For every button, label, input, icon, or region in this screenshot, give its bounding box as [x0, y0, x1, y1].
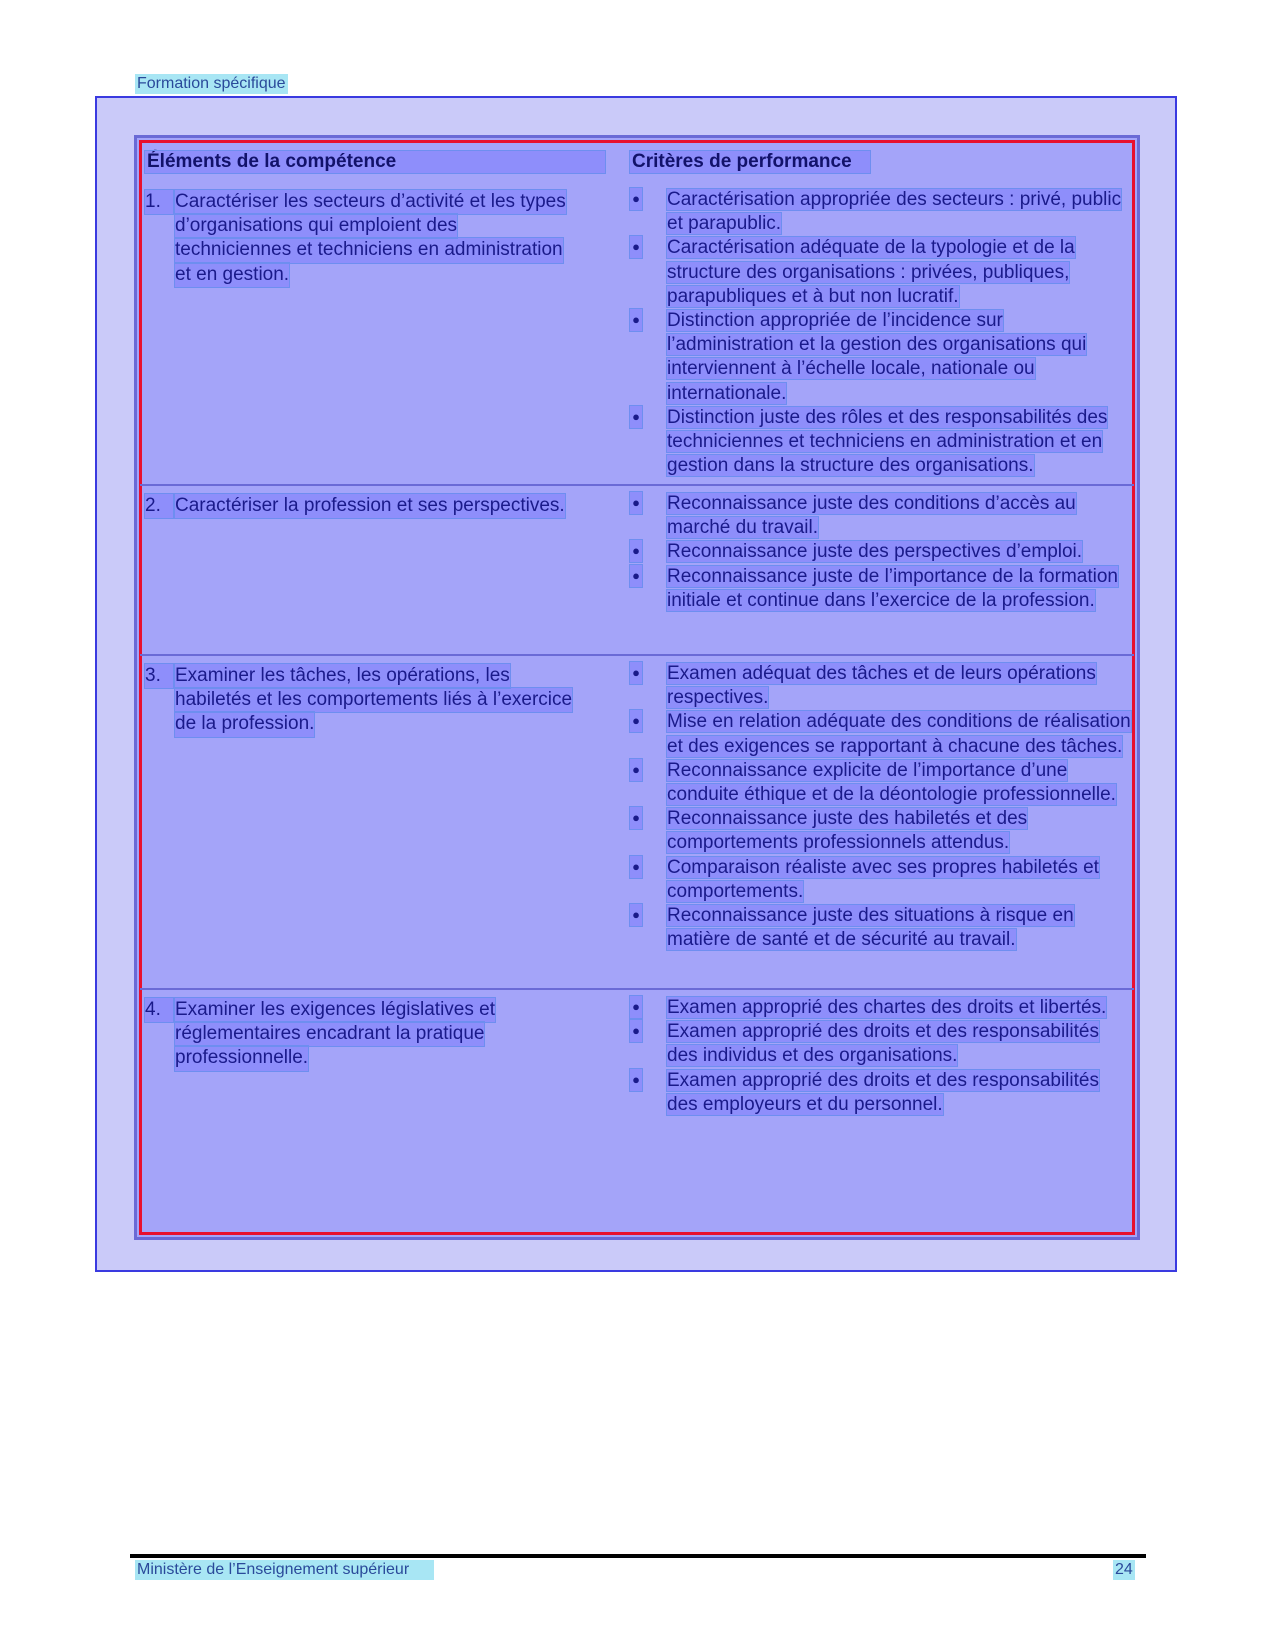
element-cell	[145, 494, 645, 518]
criteria-list	[630, 188, 1132, 478]
bullet-icon: ●	[630, 807, 642, 829]
table-row	[140, 188, 1134, 484]
bullet-icon: ●	[630, 565, 642, 587]
element-text-line: réglementaires encadrant la pratique	[175, 1022, 484, 1046]
element-text-line: professionnelle.	[175, 1046, 308, 1070]
element-text-line: habiletés et les comportements liés à l’exercice	[175, 688, 572, 712]
criteria-list	[630, 662, 1132, 952]
column-header-elements: Éléments de la compétence	[145, 151, 605, 173]
column-header-criteria: Critères de performance	[630, 151, 870, 173]
criteria-item: ● Mise en relation adéquate des conditions de réalisation et des exigences se rapportant à chacune des tâches.	[630, 710, 1132, 758]
competence-table	[134, 135, 1140, 1240]
criteria-item: ● Reconnaissance juste de l’importance de la formation initiale et continue dans l’exercice de la profession.	[630, 565, 1132, 613]
element-text-line: techniciennes et techniciens en administration	[175, 238, 563, 262]
bullet-icon: ●	[630, 996, 642, 1018]
criteria-item: ● Caractérisation adéquate de la typologie et de la structure des organisations : privées, publiques, parapubliques et à but non lucratif.	[630, 236, 1132, 309]
element-text-line: Caractériser les secteurs d’activité et les types	[175, 190, 566, 214]
element-text-line: d’organisations qui emploient des	[175, 214, 457, 238]
bullet-icon: ●	[630, 1020, 642, 1042]
element-text-line: Examiner les tâches, les opérations, les	[175, 664, 510, 688]
criteria-item: ● Reconnaissance explicite de l’importance d’une conduite éthique et de la déontologie professionnelle.	[630, 759, 1132, 807]
criteria-item: ● Examen adéquat des tâches et de leurs opérations respectives.	[630, 662, 1132, 710]
bullet-icon: ●	[630, 856, 642, 878]
bullet-icon: ●	[630, 904, 642, 926]
element-number: 1.	[145, 190, 173, 214]
element-text-line: et en gestion.	[175, 263, 289, 287]
page-header-title: Formation spécifique	[137, 75, 286, 92]
bullet-icon: ●	[630, 309, 642, 331]
criteria-item: ● Examen approprié des droits et des responsabilités des employeurs et du personnel.	[630, 1069, 1132, 1117]
criteria-item: ● Reconnaissance juste des situations à risque en matière de santé et de sécurité au travail.	[630, 904, 1132, 952]
element-text-line: de la profession.	[175, 712, 314, 736]
element-text-line: Examiner les exigences législatives et	[175, 998, 495, 1022]
table-row	[140, 654, 1134, 988]
criteria-item: ● Distinction juste des rôles et des responsabilités des techniciennes et techniciens en administration et en gestion dans la structure des organisations.	[630, 406, 1132, 479]
criteria-item: ● Examen approprié des droits et des responsabilités des individus et des organisations.	[630, 1020, 1132, 1068]
criteria-item: ● Reconnaissance juste des conditions d’accès au marché du travail.	[630, 492, 1132, 540]
bullet-icon: ●	[630, 406, 642, 428]
criteria-item: ● Reconnaissance juste des perspectives d’emploi.	[630, 540, 1132, 564]
table-row	[140, 988, 1134, 1224]
bullet-icon: ●	[630, 1069, 642, 1091]
criteria-item: ● Caractérisation appropriée des secteurs : privé, public et parapublic.	[630, 188, 1132, 236]
page-number: 24	[1115, 1561, 1133, 1578]
bullet-icon: ●	[630, 540, 642, 562]
element-cell	[145, 664, 645, 737]
bullet-icon: ●	[630, 236, 642, 258]
criteria-item: ● Examen approprié des chartes des droits et libertés.	[630, 996, 1132, 1020]
criteria-item: ● Comparaison réaliste avec ses propres habiletés et comportements.	[630, 856, 1132, 904]
bullet-icon: ●	[630, 759, 642, 781]
bullet-icon: ●	[630, 662, 642, 684]
footer-ministry: Ministère de l’Enseignement supérieur	[135, 1560, 434, 1580]
criteria-list	[630, 492, 1132, 613]
criteria-item: ● Reconnaissance juste des habiletés et des comportements professionnels attendus.	[630, 807, 1132, 855]
bullet-icon: ●	[630, 492, 642, 514]
table-row	[140, 484, 1134, 654]
bullet-icon: ●	[630, 710, 642, 732]
bullet-icon: ●	[630, 188, 642, 210]
element-text-line: Caractériser la profession et ses perspectives.	[175, 494, 565, 518]
footer-divider	[130, 1554, 1146, 1558]
element-number: 2.	[145, 494, 173, 518]
criteria-list	[630, 996, 1132, 1117]
element-cell	[145, 190, 645, 287]
element-number: 3.	[145, 664, 173, 688]
element-number: 4.	[145, 998, 173, 1022]
criteria-item: ● Distinction appropriée de l’incidence sur l’administration et la gestion des organisations qui interviennent à l’échelle locale, nationale ou internationale.	[630, 309, 1132, 406]
document-frame	[95, 96, 1177, 1272]
element-cell	[145, 998, 645, 1071]
